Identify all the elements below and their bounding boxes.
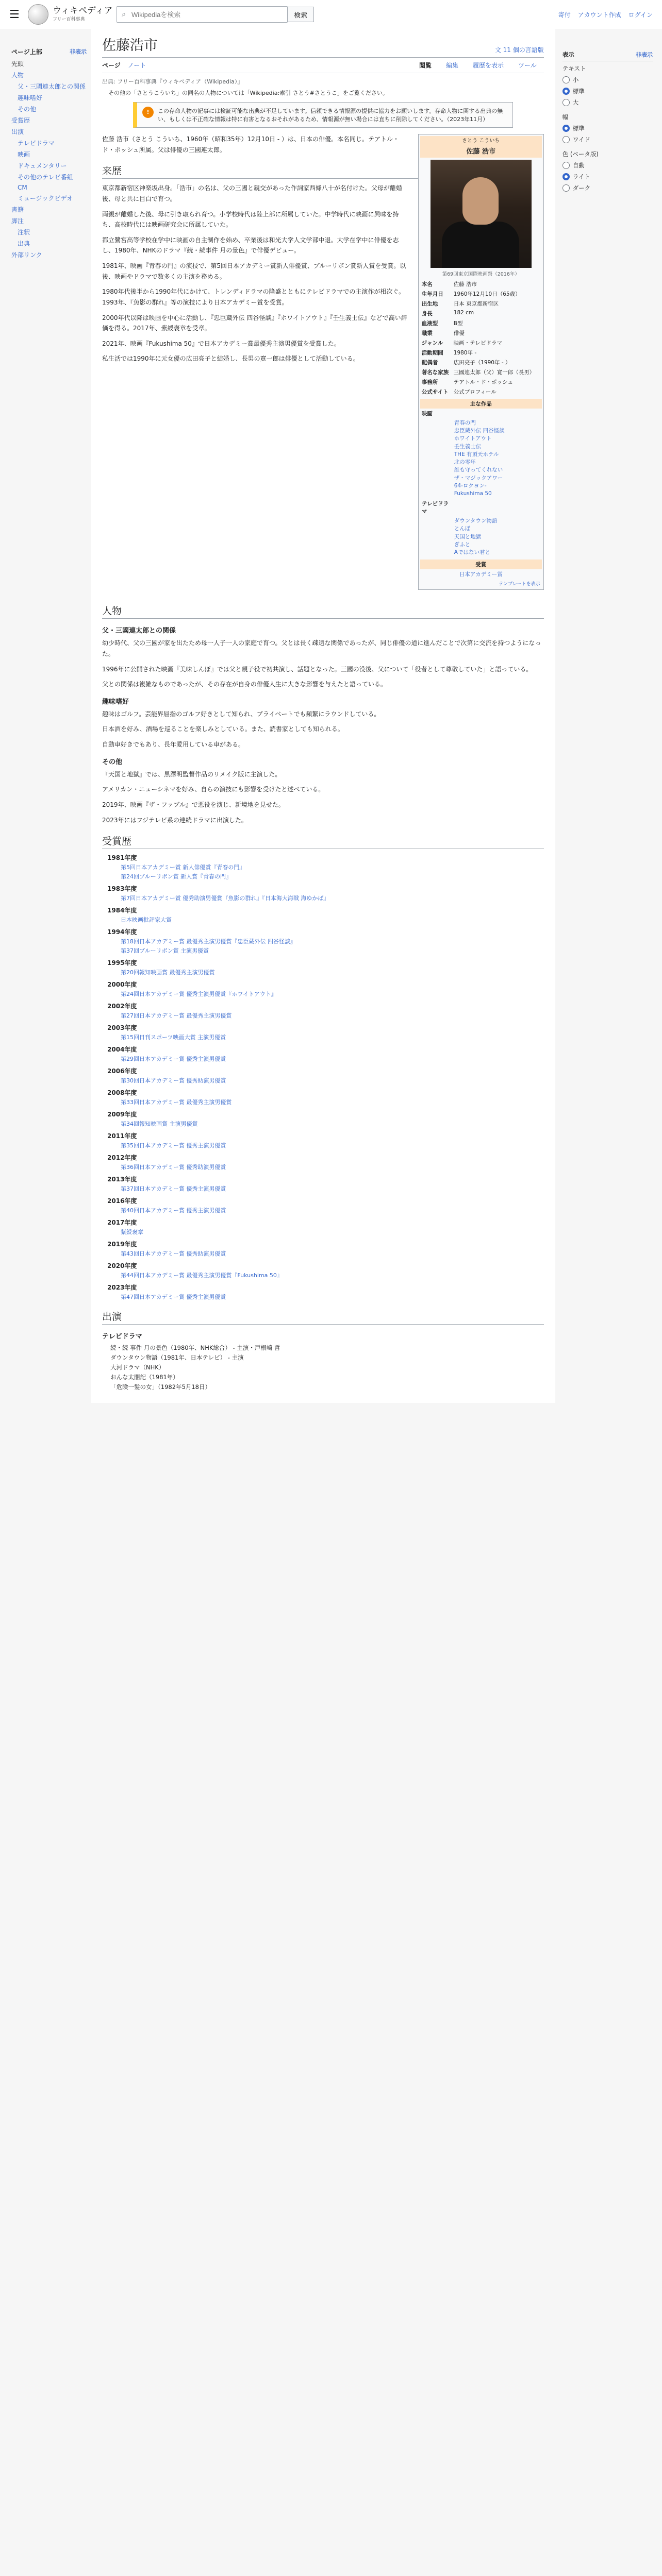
tv-label: テレビドラマ [421,501,449,515]
search-button[interactable]: 検索 [287,7,314,22]
infobox-film-link[interactable]: 誰も守ってくれない [454,467,503,473]
award-item[interactable]: 第30回日本アカデミー賞 優秀助演男優賞 [121,1077,226,1084]
language-button[interactable]: 文 11 個の言語版 [494,46,544,54]
award-item[interactable]: 第40回日本アカデミー賞 優秀主演男優賞 [121,1207,226,1214]
work-item[interactable]: 続・続 事件 月の景色（1980年、NHK総合） - 主演・戸根崎 哲 [110,1344,280,1352]
paragraph: 幼少時代、父の三國が家を出たため母一人子一人の家庭で育つ。父とは長く疎遠な関係であったが、同じ俳優の道に進んだことで次第に交流を持つようになった。 [102,639,541,657]
radio-icon[interactable] [562,162,570,169]
award-year: 2020年度 [107,1262,137,1270]
section-works: 出演 [102,1309,544,1325]
infobox-key: 活動期間 [421,350,443,356]
page-tabs [102,61,544,73]
infobox-value: テアトル・ド・ポッシュ [453,379,514,385]
appearance-hide-button[interactable]: 非表示 [636,52,653,58]
infobox-name: 佐藤 浩市 [420,144,542,158]
template-link[interactable]: テンプレートを表示 [499,582,540,587]
tab-read[interactable]: 閲覧 [419,62,432,69]
award-year: 2006年度 [107,1067,137,1075]
infobox-film-link[interactable]: 壬生義士伝 [454,443,482,450]
appearance-panel [555,29,656,1403]
infobox-film-link[interactable]: 北の零年 [454,459,476,466]
infobox-key: 身長 [421,311,433,317]
infobox-tv-link[interactable]: とんぼ [454,526,471,532]
infobox-value: 日本 東京都新宿区 [453,301,499,307]
width-option-label: ワイド [572,136,590,143]
award-year: 2004年度 [107,1046,137,1054]
article-source: 出典: フリー百科事典『ウィキペディア（Wikipedia）』 [102,78,243,85]
paragraph: 1980年代後半から1990年代にかけて、トレンディドラマの隆盛とともにテレビドラマでの主演作が相次ぐ。1993年、『魚影の群れ』等の演技により日本アカデミー賞を受賞。 [102,288,405,306]
toc-item[interactable]: 受賞歴 [11,117,30,124]
color-option[interactable] [562,161,653,170]
radio-icon[interactable] [562,184,570,192]
infobox-row [420,377,542,387]
infobox-row [420,309,542,318]
infobox-value: 三國連太郎（父）寛一郎（長男） [453,369,535,376]
paragraph: 2019年、映画『ザ・ファブル』で悪役を演じ、新境地を見せた。 [102,801,285,808]
photo-caption: 第69回東京国際映画祭（2016年） [442,272,520,277]
text-size-option-label: 大 [572,99,579,106]
award-item[interactable]: 第33回日本アカデミー賞 最優秀主演男優賞 [121,1099,232,1106]
infobox-tv-link[interactable]: 天国と地獄 [454,533,482,540]
infobox-value: 公式プロフィール [453,389,496,395]
award-item[interactable]: 第34回報知映画賞 主演男優賞 [121,1121,198,1128]
article [91,29,555,1403]
width-label: 幅 [562,113,569,121]
subsection-tv-drama: テレビドラマ [102,1333,142,1341]
infobox-tv-link[interactable]: Aではない君と [454,549,490,556]
infobox-value: 佐藤 浩市 [453,281,477,287]
infobox-value: 俳優 [453,330,465,336]
section-person: 人物 [102,603,544,619]
infobox-row [420,279,542,289]
infobox-row [420,328,542,338]
award-item[interactable]: 第36回日本アカデミー賞 優秀助演男優賞 [121,1164,226,1171]
tab-tools[interactable]: ツール [518,62,537,69]
toc-item[interactable]: 人物 [11,72,24,79]
award-item[interactable]: 第20回報知映画賞 最優秀主演男優賞 [121,969,215,976]
award-item[interactable]: 第18回日本アカデミー賞 最優秀主演男優賞『忠臣蔵外伝 四谷怪談』 [121,938,296,945]
infobox-row [420,367,542,377]
award-item[interactable]: 第7回日本アカデミー賞 優秀助演男優賞『魚影の群れ』『日本海大海戦 海ゆかば』 [121,895,329,902]
radio-icon[interactable] [562,136,570,143]
toc-item[interactable]: 出典 [18,240,30,247]
work-item[interactable]: 「危険一髪の女」（1982年5月18日） [110,1383,211,1391]
infobox-works-header: 主な作品 [420,399,542,409]
infobox-film-link[interactable]: 忠臣蔵外伝 四谷怪談 [454,428,505,434]
infobox-row [420,338,542,348]
infobox-film-link[interactable]: 青春の門 [454,420,476,426]
color-label: 色 (ベータ版) [562,150,599,158]
toc-item[interactable]: 出演 [11,128,24,135]
paragraph: 日本酒を好み、酒場を巡ることを楽しみとしている。また、読書家としても知られる。 [102,725,344,733]
tab-history[interactable]: 履歴を表示 [472,62,504,69]
paragraph: アメリカン・ニューシネマを好み、自らの演技にも影響を受けたと述べている。 [102,786,325,793]
section-awards: 受賞歴 [102,834,544,849]
width-option[interactable] [562,124,653,132]
infobox-key: 生年月日 [421,291,443,297]
menu-icon[interactable]: ☰ [9,8,20,21]
color-option[interactable] [562,184,653,192]
work-item[interactable]: おんな太閤記（1981年） [110,1374,179,1381]
award-year: 1983年度 [107,885,137,893]
radio-icon[interactable] [562,88,570,95]
paragraph: 1981年、映画『青春の門』の演技で、第5回日本アカデミー賞新人俳優賞、ブルーリボン賞新人賞を受賞。以後、映画やドラマで数多くの主演を務める。 [102,262,406,280]
section-career: 来歴 [102,163,544,179]
radio-icon[interactable] [562,125,570,132]
award-year: 2023年度 [107,1284,137,1292]
text-size-option-label: 標準 [572,88,585,95]
color-option[interactable] [562,173,653,181]
user-links [558,10,653,19]
radio-icon[interactable] [562,99,570,106]
notice-box [133,102,513,128]
appearance-header: 表示 [562,51,574,58]
search-input[interactable] [130,10,287,19]
toc-item[interactable]: ドキュメンタリー [18,162,67,170]
infobox-row [420,387,542,397]
toc-item[interactable]: ミュージックビデオ [18,195,73,202]
award-item[interactable]: 第27回日本アカデミー賞 最優秀主演男優賞 [121,1012,232,1020]
infobox-key: 出生地 [421,301,438,307]
toc-item[interactable]: 趣味嗜好 [18,94,43,101]
paragraph: 父との関係は複雑なものであったが、その存在が自身の俳優人生に大きな影響を与えたと語っている。 [102,681,387,688]
search-box [117,6,288,23]
award-year: 2000年度 [107,981,137,989]
award-year: 2017年度 [107,1219,137,1227]
award-year: 2019年度 [107,1241,137,1248]
infobox-film-link[interactable]: THE 有頂天ホテル [454,451,499,457]
toc-item[interactable]: 書籍 [11,206,24,213]
films-label: 映画 [421,411,433,417]
paragraph: 趣味はゴルフ。芸能界屈指のゴルフ好きとして知られ、プライベートでも頻繁にラウンドしている。 [102,710,380,718]
award-item[interactable]: 第37回日本アカデミー賞 優秀主演男優賞 [121,1185,226,1193]
page-title: 佐藤浩市 [102,38,158,54]
award-item[interactable]: 第5回日本アカデミー賞 新人俳優賞『青春の門』 [121,864,245,871]
award-year: 2012年度 [107,1154,137,1162]
award-item[interactable]: 日本映画批評家大賞 [121,917,172,924]
paragraph: 『天国と地獄』では、黒澤明監督作品のリメイク版に主演した。 [102,770,282,778]
paragraph: 1996年に公開された映画『美味しんぼ』では父と親子役で初共演し、話題となった。三國の没後、父について「役者として尊敬していた」と語っている。 [102,665,533,673]
infobox [418,134,544,590]
infobox-key: 著名な家族 [421,369,449,376]
subsection-hobby: 趣味嗜好 [102,698,129,706]
award-item[interactable]: 第35回日本アカデミー賞 優秀主演男優賞 [121,1142,226,1149]
lead-paragraph: 佐藤 浩市（さとう こういち、1960年（昭和35年）12月10日 - ）は、日本の俳優。本名同じ。テアトル・ド・ポッシュ所属。父は俳優の三國連太郎。 [102,135,399,154]
infobox-value: 1960年12月10日（65歳） [453,291,521,297]
toc-item[interactable]: 注釈 [18,229,30,236]
notice-text: この存命人物の記事には検証可能な出典が不足しています。信頼できる情報源の提供に協力をお願いします。存命人物に関する出典の無い、もしくは不正確な情報は特に有害となるおそれがあるため、情報源が無い場合には直ちに削除してください。（2023年11月） [158,108,503,123]
award-year: 1994年度 [107,928,137,936]
infobox-value: B型 [453,320,463,327]
award-year: 2011年度 [107,1132,137,1140]
text-size-option-label: 小 [572,76,579,83]
toc-item[interactable]: 脚注 [11,217,24,225]
toc-item[interactable]: 映画 [18,151,30,158]
paragraph: 私生活では1990年に元女優の広田亮子と結婚し、長男の寛一郎は俳優として活動している。 [102,355,359,363]
text-size-option[interactable] [562,87,653,95]
work-item[interactable]: ダウンタウン物語（1981年、日本テレビ） - 主演 [110,1354,244,1362]
infobox-row [420,348,542,358]
toc-item[interactable]: CM [18,184,27,191]
radio-icon[interactable] [562,76,570,83]
width-option-label: 標準 [572,125,585,132]
toc-item[interactable]: 先頭 [11,60,24,67]
toc-header: ページ上部 [11,48,42,56]
award-item[interactable]: 第29回日本アカデミー賞 優秀主演男優賞 [121,1056,226,1063]
infobox-key: 職業 [421,330,433,336]
toc-item[interactable]: その他 [18,106,37,113]
paragraph: 都立鷺宮高等学校在学中に映画の自主制作を始め、卒業後は和光大学人文学部中退。大学在学中に俳優を志し、1980年、NHKのドラマ『続・続事件 月の景色』で俳優デビュー。 [102,236,399,255]
text-size-option[interactable] [562,98,653,107]
award-year: 2013年度 [107,1176,137,1183]
color-option-label: 自動 [572,162,585,169]
award-item[interactable]: 第43回日本アカデミー賞 優秀助演男優賞 [121,1250,226,1258]
tab-page[interactable]: ページ [102,62,121,69]
create-account-link[interactable]: アカウント作成 [577,11,621,19]
tab-talk[interactable]: ノート [127,62,146,69]
color-option-label: ダーク [572,184,591,192]
color-option-label: ライト [572,173,590,180]
width-option[interactable] [562,135,653,144]
infobox-row [420,289,542,299]
award-item[interactable]: 第15回日刊スポーツ映画大賞 主演男優賞 [121,1034,226,1041]
award-year: 2016年度 [107,1197,137,1205]
award-item[interactable]: 第37回ブルーリボン賞 主演男優賞 [121,947,209,955]
infobox-film-link[interactable]: ザ・マジックアワー [454,474,503,481]
donate-link[interactable]: 寄付 [558,11,571,19]
paragraph: 両親が離婚した後、母に引き取られ育つ。小学校時代は陸上部に所属していた。中学時代に映画に興味を持ち、高校時代には映画研究会に所属していた。 [102,210,399,229]
award-year: 1984年度 [107,907,137,914]
work-item[interactable]: 大河ドラマ（NHK） [110,1364,165,1371]
infobox-key: 本名 [421,281,433,287]
site-tagline: フリー百科事典 [53,17,85,22]
toc-item[interactable]: その他のテレビ番組 [18,174,73,181]
toc-item[interactable]: テレビドラマ [18,140,55,147]
portrait-photo[interactable] [431,160,532,268]
paragraph: 2021年、映画『Fukushima 50』で日本アカデミー賞最優秀主演男優賞を受賞した。 [102,340,340,347]
infobox-key: 配偶者 [421,360,438,366]
warning-icon: ! [142,107,154,118]
infobox-value: 1980年 - [453,350,477,356]
paragraph: 自動車好きでもあり、長年愛用している車がある。 [102,741,245,749]
toc-item[interactable]: 父・三國連太郎との関係 [18,83,86,90]
radio-icon[interactable] [562,173,570,180]
hatnote: その他の「さとうこういち」の同名の人物については「Wikipedia:索引 さとう#さとうこ」をご覧ください。 [108,90,388,96]
award-item[interactable]: 第24回ブルーリボン賞 新人賞『青春の門』 [121,873,232,880]
site-name: ウィキペディア [53,6,113,16]
award-year: 1995年度 [107,959,137,967]
infobox-film-link[interactable]: ホワイトアウト [454,435,492,442]
wikipedia-globe-icon [28,4,48,25]
login-link[interactable]: ログイン [628,11,653,19]
paragraph: 2000年代以降は映画を中心に活動し、『忠臣蔵外伝 四谷怪談』『ホワイトアウト』『壬生義士伝』などで高い評価を得る。2017年、紫綬褒章を受章。 [102,314,407,332]
infobox-prizes-header: 受賞 [420,560,542,569]
award-year: 2009年度 [107,1111,137,1118]
infobox-value: 182 cm [453,310,474,316]
award-year: 2003年度 [107,1024,137,1032]
award-item[interactable]: 第47回日本アカデミー賞 優秀主演男優賞 [121,1294,226,1301]
paragraph: 2023年にはフジテレビ系の連続ドラマに出演した。 [102,816,247,824]
infobox-value: 映画・テレビドラマ [453,340,503,346]
subsection-other: その他 [102,758,123,766]
infobox-key: 公式サイト [421,389,449,395]
text-size-option[interactable] [562,76,653,84]
infobox-tv-link[interactable]: ダウンタウン物語 [454,518,498,524]
tab-edit[interactable]: 編集 [445,62,458,69]
infobox-key: 血液型 [421,320,438,327]
infobox-film-link[interactable]: 64-ロクヨン- [454,482,487,489]
search-icon: ⌕ [122,10,126,19]
award-year: 2002年度 [107,1003,137,1010]
infobox-row [420,299,542,309]
infobox-row [420,358,542,367]
award-year: 2008年度 [107,1089,137,1097]
award-item[interactable]: 紫綬褒章 [121,1229,144,1236]
text-size-label: テキスト [562,65,586,72]
infobox-film-link[interactable]: Fukushima 50 [454,490,492,497]
award-year: 1981年度 [107,854,137,862]
toc-item[interactable]: 外部リンク [11,251,42,259]
infobox-row [420,318,542,328]
infobox-ruby: さとう こういち [420,136,542,144]
subsection-father: 父・三國連太郎との関係 [102,627,176,635]
infobox-tv-link[interactable]: ぎふと [454,541,471,548]
toc-hide-button[interactable]: 非表示 [70,48,87,55]
prizes-value[interactable]: 日本アカデミー賞 [459,571,503,578]
site-logo[interactable] [28,4,117,25]
infobox-key: ジャンル [421,340,443,346]
header [0,0,662,29]
toc-sidebar [6,29,91,1403]
paragraph: 東京都新宿区神楽坂出身。「浩市」の名は、父の三國と親交があった作詞家西條八十が名付けた。父母が離婚後、母と共に目白で育つ。 [102,184,402,202]
infobox-value: 広田亮子（1990年 - ） [453,360,511,366]
award-item[interactable]: 第24回日本アカデミー賞 優秀主演男優賞『ホワイトアウト』 [121,991,277,998]
award-item[interactable]: 第44回日本アカデミー賞 最優秀主演男優賞『Fukushima 50』 [121,1272,283,1279]
infobox-key: 事務所 [421,379,438,385]
